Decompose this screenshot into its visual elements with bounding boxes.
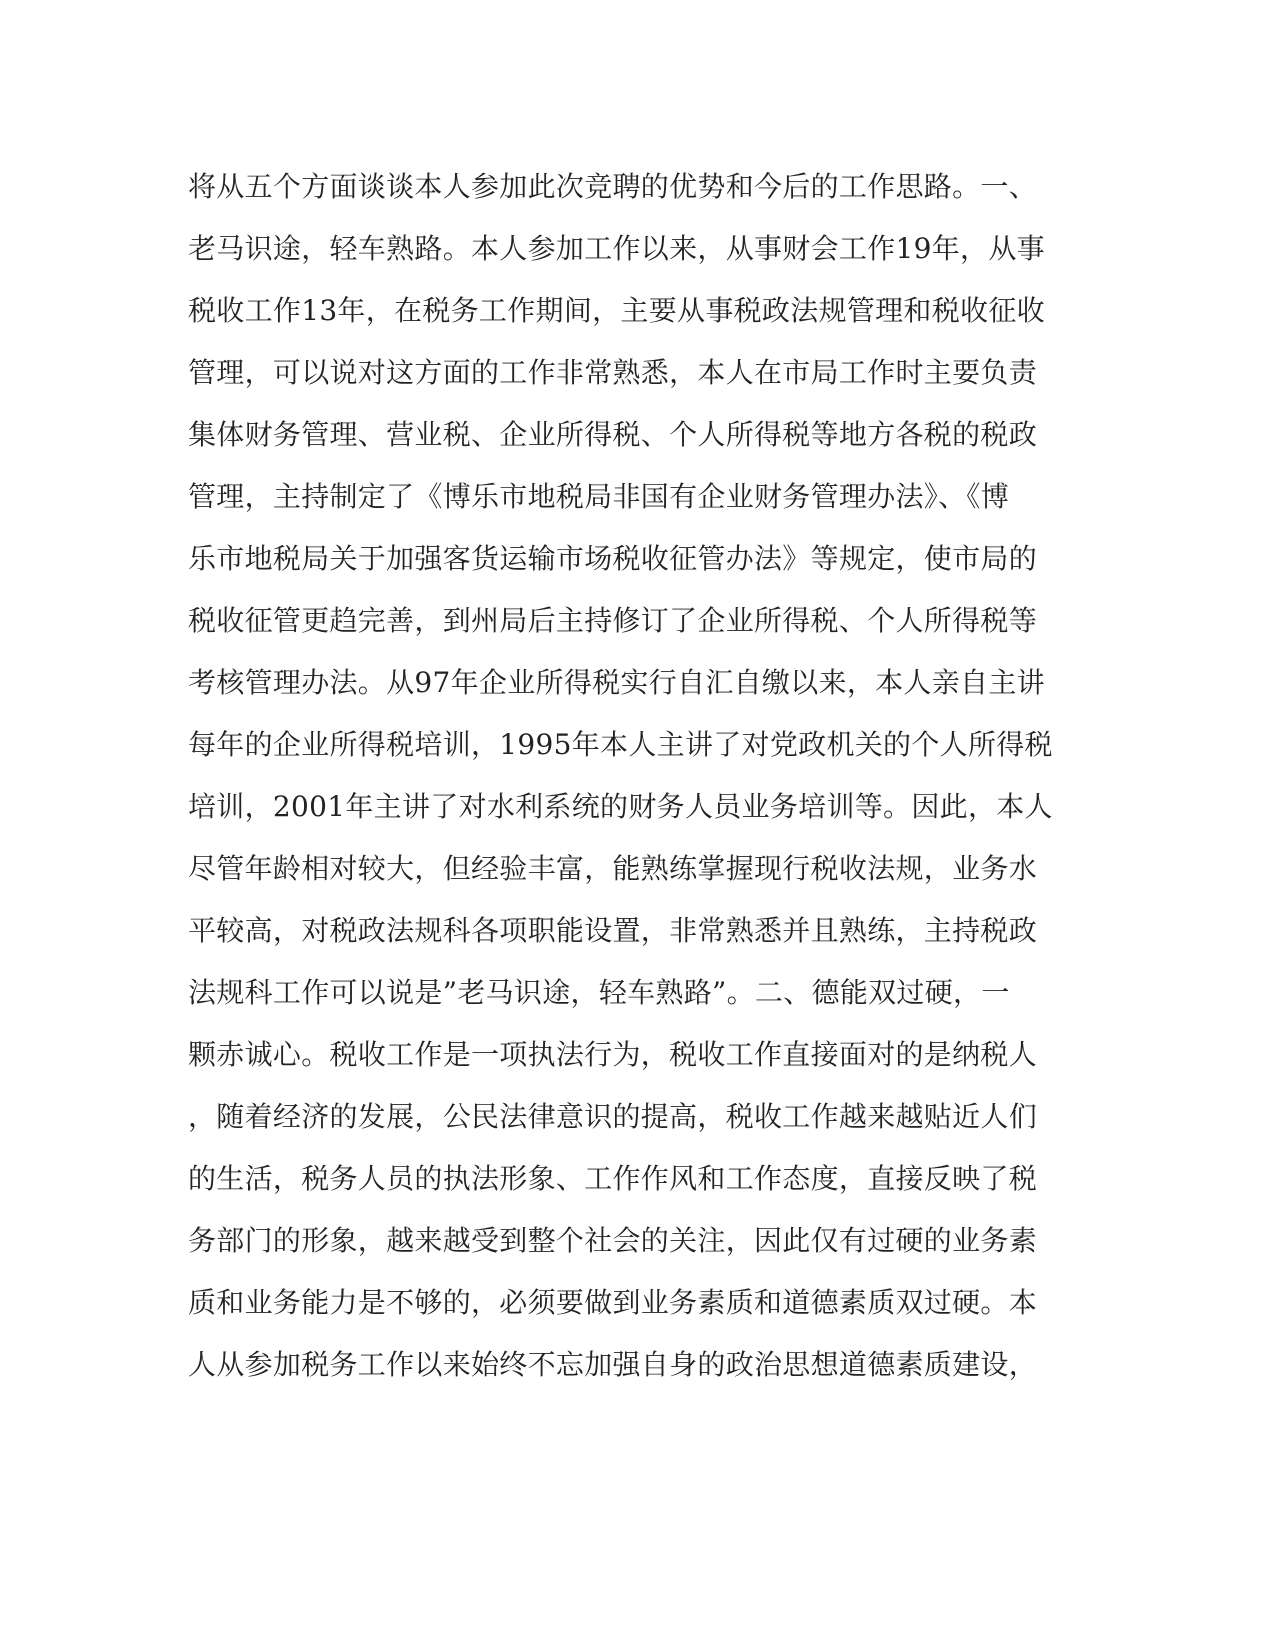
text-line: 培训，2001年主讲了对水利系统的财务人员业务培训等。因此，本人 <box>188 790 1053 823</box>
text-line: 考核管理办法。从97年企业所得税实行自汇自缴以来，本人亲自主讲 <box>188 666 1045 699</box>
text-line: 税收征管更趋完善，到州局后主持修订了企业所得税、个人所得税等 <box>188 604 1038 637</box>
text-line: 的生活，税务人员的执法形象、工作作风和工作态度，直接反映了税 <box>188 1162 1038 1195</box>
text-line: 质和业务能力是不够的，必须要做到业务素质和道德素质双过硬。本 <box>188 1286 1038 1319</box>
text-line: 法规科工作可以说是”老马识途，轻车熟路”。二、德能双过硬，一 <box>188 976 1010 1009</box>
text-line: 每年的企业所得税培训，1995年本人主讲了对党政机关的个人所得税 <box>188 728 1053 761</box>
text-line: 人从参加税务工作以来始终不忘加强自身的政治思想道德素质建设， <box>188 1348 1038 1381</box>
body-text <box>188 156 1068 1396</box>
text-line: ，随着经济的发展，公民法律意识的提高，税收工作越来越贴近人们 <box>188 1100 1038 1133</box>
text-line: 乐市地税局关于加强客货运输市场税收征管办法》等规定，使市局的 <box>188 542 1038 575</box>
text-line: 务部门的形象，越来越受到整个社会的关注，因此仅有过硬的业务素 <box>188 1224 1038 1257</box>
text-line: 管理，主持制定了《博乐市地税局非国有企业财务管理办法》、《博 <box>188 480 1010 513</box>
text-line: 颗赤诚心。税收工作是一项执法行为，税收工作直接面对的是纳税人 <box>188 1038 1038 1071</box>
text-line: 将从五个方面谈谈本人参加此次竞聘的优势和今后的工作思路。一、 <box>188 170 1038 203</box>
text-line: 平较高，对税政法规科各项职能设置，非常熟悉并且熟练，主持税政 <box>188 914 1038 947</box>
text-line: 集体财务管理、营业税、企业所得税、个人所得税等地方各税的税政 <box>188 418 1038 451</box>
text-line: 管理，可以说对这方面的工作非常熟悉，本人在市局工作时主要负责 <box>188 356 1038 389</box>
text-line: 尽管年龄相对较大，但经验丰富，能熟练掌握现行税收法规，业务水 <box>188 852 1038 885</box>
text-line: 税收工作13年，在税务工作期间，主要从事税政法规管理和税收征收 <box>188 294 1045 327</box>
text-line: 老马识途，轻车熟路。本人参加工作以来，从事财会工作19年，从事 <box>188 232 1045 265</box>
